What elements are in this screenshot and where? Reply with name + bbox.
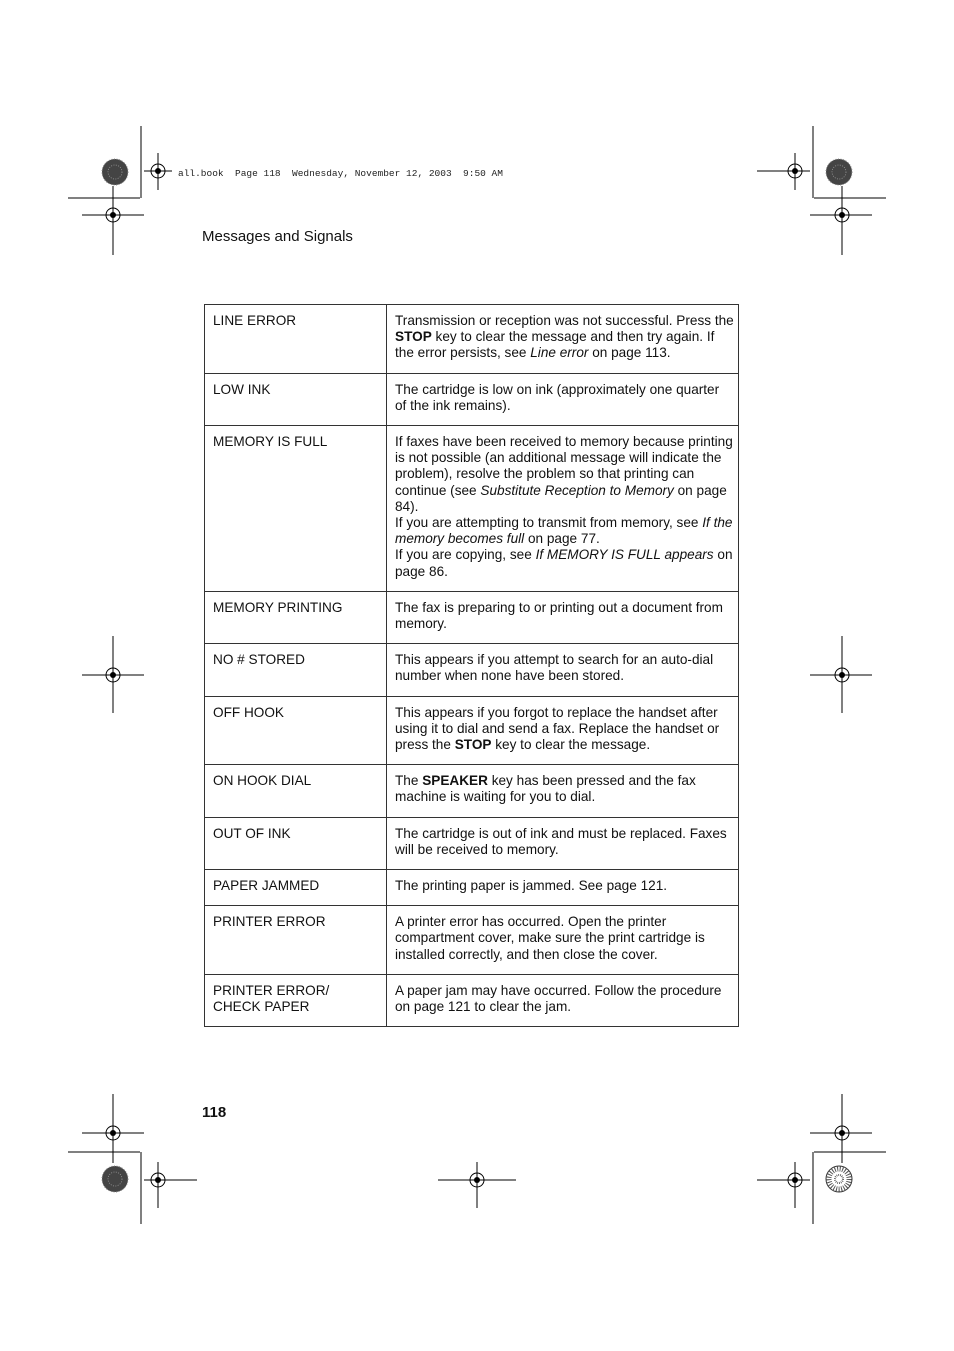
message-description: The cartridge is low on ink (approximately one quarter of the ink remains). [387,373,739,425]
message-description: The printing paper is jammed. See page 121. [387,870,739,906]
message-description: The fax is preparing to or printing out a document from memory. [387,591,739,643]
message-name: LOW INK [205,373,387,425]
message-name: PRINTER ERROR [205,906,387,975]
message-description: Transmission or reception was not successful. Press the STOP key to clear the message and then try again. If the error persists, see Line error on page 113. [387,305,739,374]
message-name: MEMORY PRINTING [205,591,387,643]
table-row [205,765,739,817]
message-description: A paper jam may have occurred. Follow the procedure on page 121 to clear the jam. [387,974,739,1026]
table-row [205,906,739,975]
table-row [205,817,739,869]
table-row [205,373,739,425]
message-name: OUT OF INK [205,817,387,869]
table-row [205,305,739,374]
section-title: Messages and Signals [202,228,353,245]
message-name: PRINTER ERROR/ CHECK PAPER [205,974,387,1026]
table-row [205,870,739,906]
print-header: all.book Page 118 Wednesday, November 12, 2003 9:50 AM [178,168,503,179]
message-name: PAPER JAMMED [205,870,387,906]
table-row [205,591,739,643]
page-number: 118 [202,1104,227,1121]
table-row [205,974,739,1026]
message-name: MEMORY IS FULL [205,426,387,592]
message-name: LINE ERROR [205,305,387,374]
message-description: If faxes have been received to memory because printing is not possible (an additional message will indicate the problem), resolve the problem so that printing can continue (see Substitute Reception to Memory on page 84). If you are attempting to transmit from memory, see If the memory becomes full on page 77. If you are copying, see If MEMORY IS FULL appears on page 86. [387,426,739,592]
message-name: NO # STORED [205,644,387,696]
message-name: ON HOOK DIAL [205,765,387,817]
message-description: This appears if you forgot to replace the handset after using it to dial and send a fax. Replace the handset or press the STOP key to clear the message. [387,696,739,765]
messages-table [204,304,739,1027]
message-description: This appears if you attempt to search for an auto-dial number when none have been stored. [387,644,739,696]
message-description: The cartridge is out of ink and must be replaced. Faxes will be received to memory. [387,817,739,869]
message-name: OFF HOOK [205,696,387,765]
table-row [205,696,739,765]
table-row [205,644,739,696]
message-description: The SPEAKER key has been pressed and the fax machine is waiting for you to dial. [387,765,739,817]
message-description: A printer error has occurred. Open the printer compartment cover, make sure the print cartridge is installed correctly, and then close the cover. [387,906,739,975]
table-row [205,426,739,592]
